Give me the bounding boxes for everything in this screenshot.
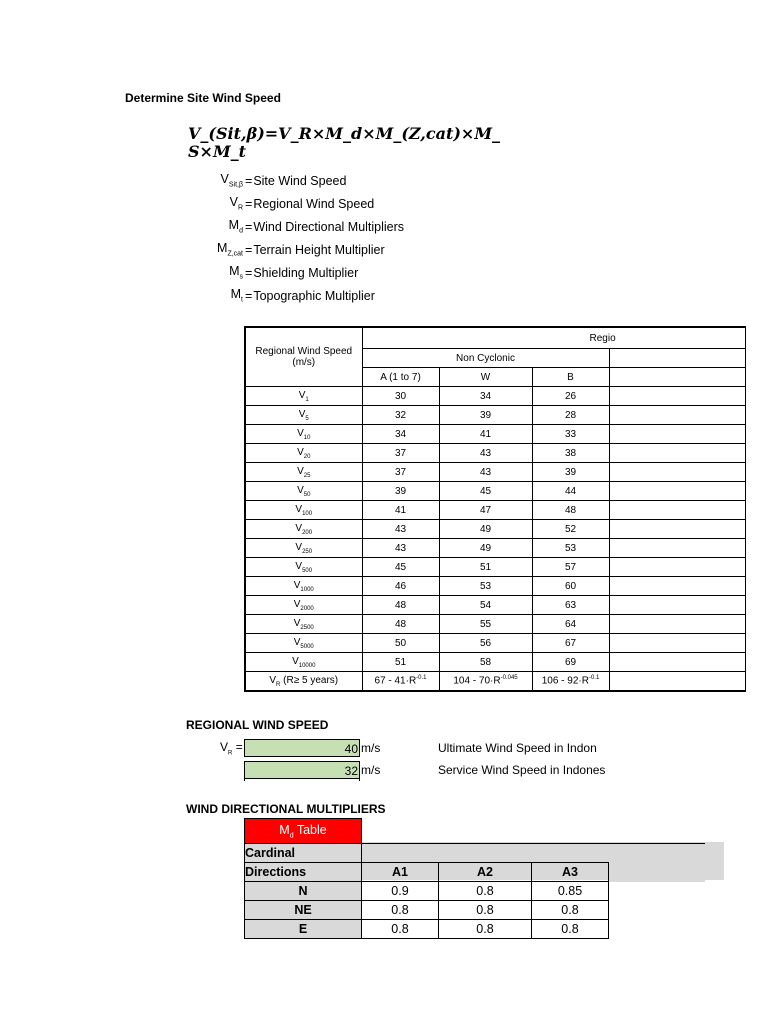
page-title: Determine Site Wind Speed xyxy=(125,91,281,105)
wind-speed-cell: 54 xyxy=(439,596,532,615)
table-row xyxy=(245,920,705,939)
multiplier-cell-empty xyxy=(609,882,705,901)
service-description: Service Wind Speed in Indones xyxy=(438,763,606,777)
return-period-label: $V_{2500}$ xyxy=(245,615,362,634)
variable-description: Shielding Multiplier xyxy=(253,266,359,280)
table-row xyxy=(245,463,745,482)
table-row xyxy=(245,406,745,425)
variable-description: Wind Directional Multipliers xyxy=(253,220,405,234)
wind-speed-cell: 37 xyxy=(362,444,439,463)
return-period-label: $V_{500}$ xyxy=(245,558,362,577)
return-period-label: $V_5$ xyxy=(245,406,362,425)
variable-subscript: s xyxy=(239,273,243,280)
wind-speed-cell: 41 xyxy=(362,501,439,520)
return-period-label: $V_{250}$ xyxy=(245,539,362,558)
return-period-label: $V_{5000}$ xyxy=(245,634,362,653)
regional-wind-speed-table-container xyxy=(244,326,616,696)
table-row xyxy=(245,653,745,672)
return-period-label: $V_{200}$ xyxy=(245,520,362,539)
wind-speed-cell: 48 xyxy=(362,596,439,615)
variable-symbol xyxy=(195,287,243,304)
wind-speed-cell: 46 xyxy=(362,577,439,596)
formula-line-2: S×M_t xyxy=(188,142,247,161)
variable-equals: = xyxy=(245,243,253,257)
wind-speed-cell: 50 xyxy=(362,634,439,653)
multiplier-cell[interactable]: 0.8 xyxy=(362,901,439,920)
variable-subscript: R xyxy=(237,204,243,211)
cardinal-spacer xyxy=(362,844,705,863)
wind-speed-cell: 56 xyxy=(439,634,532,653)
variable-equals: = xyxy=(245,197,253,211)
wind-speed-cell: 33 xyxy=(532,425,609,444)
variable-symbol xyxy=(195,264,243,281)
wind-speed-cell: 28 xyxy=(532,406,609,425)
md-table-title xyxy=(245,819,362,844)
variable-equals: = xyxy=(245,289,253,303)
wind-speed-cell-empty xyxy=(609,558,745,577)
wind-speed-cell-empty xyxy=(609,444,745,463)
md-table xyxy=(244,818,705,939)
wind-speed-cell-empty xyxy=(609,482,745,501)
variable-row xyxy=(195,168,346,188)
formula-cell-empty xyxy=(609,672,745,692)
wind-speed-cell: 43 xyxy=(362,539,439,558)
multiplier-cell[interactable]: 0.9 xyxy=(362,882,439,901)
wind-speed-cell: 45 xyxy=(439,482,532,501)
wind-speed-cell-empty xyxy=(609,615,745,634)
variable-letter: M xyxy=(217,240,228,255)
table-row xyxy=(245,425,745,444)
directional-multipliers-title: WIND DIRECTIONAL MULTIPLIERS xyxy=(186,802,386,816)
md-header-spacer xyxy=(609,863,705,882)
vr-box-tail xyxy=(244,779,360,781)
wind-speed-cell: 51 xyxy=(439,558,532,577)
variable-letter: M xyxy=(229,263,240,278)
return-period-label: $V_1$ xyxy=(245,387,362,406)
wind-table-region-header: Regio xyxy=(362,327,745,349)
directions-label: Directions xyxy=(245,863,362,882)
vr-subscript: R xyxy=(228,750,233,757)
variable-symbol xyxy=(195,241,243,258)
wind-speed-cell: 52 xyxy=(532,520,609,539)
wind-speed-cell: 49 xyxy=(439,520,532,539)
variable-row xyxy=(195,214,404,234)
wind-table-column-header: A (1 to 7) xyxy=(362,368,439,387)
table-row xyxy=(245,901,705,920)
return-period-label: $V_{100}$ xyxy=(245,501,362,520)
table-row xyxy=(245,634,745,653)
variable-equals: = xyxy=(245,220,253,234)
wind-table-main-header: Regional Wind Speed (m/s) xyxy=(245,327,362,387)
wind-speed-cell-empty xyxy=(609,406,745,425)
wind-speed-cell: 47 xyxy=(439,501,532,520)
return-period-label: $V_{1000}$ xyxy=(245,577,362,596)
direction-label: E xyxy=(245,920,362,939)
service-unit: m/s xyxy=(361,763,381,777)
wind-speed-cell: 39 xyxy=(532,463,609,482)
wind-speed-cell: 63 xyxy=(532,596,609,615)
direction-label: NE xyxy=(245,901,362,920)
md-column-header: A2 xyxy=(439,863,532,882)
wind-speed-cell-empty xyxy=(609,653,745,672)
wind-speed-cell: 26 xyxy=(532,387,609,406)
variable-subscript: Sit,β xyxy=(228,181,243,188)
wind-speed-cell-empty xyxy=(609,520,745,539)
wind-speed-cell: 39 xyxy=(439,406,532,425)
multiplier-cell[interactable]: 0.8 xyxy=(439,920,532,939)
wind-speed-cell: 55 xyxy=(439,615,532,634)
ultimate-unit: m/s xyxy=(361,741,381,755)
wind-speed-cell: 37 xyxy=(362,463,439,482)
non-cyclonic-header: Non Cyclonic xyxy=(362,349,609,368)
md-table-container xyxy=(244,818,610,942)
regional-wind-speed-title: REGIONAL WIND SPEED xyxy=(186,718,329,732)
table-row xyxy=(245,520,745,539)
variable-subscript: d xyxy=(239,227,243,234)
wind-speed-cell: 67 xyxy=(532,634,609,653)
md-column-header: A1 xyxy=(362,863,439,882)
return-period-label: $V_{10000}$ xyxy=(245,653,362,672)
wind-speed-cell: 53 xyxy=(532,539,609,558)
wind-speed-cell: 41 xyxy=(439,425,532,444)
wind-table-column-header: B xyxy=(532,368,609,387)
variable-symbol xyxy=(195,218,243,235)
variable-row xyxy=(195,237,385,257)
formula-line-1: V_(Sit,β)=V_R×M_d×M_(Z,cat)×M_ xyxy=(188,124,501,143)
variable-row xyxy=(195,191,374,211)
wind-table-column-header: W xyxy=(439,368,532,387)
multiplier-cell-empty xyxy=(609,920,705,939)
formula-cell: $106 - 92\cdot R^{-0.1}$ xyxy=(532,672,609,692)
multiplier-cell[interactable]: 0.8 xyxy=(362,920,439,939)
variable-description: Regional Wind Speed xyxy=(253,197,375,211)
wind-speed-cell: 34 xyxy=(439,387,532,406)
wind-speed-cell: 34 xyxy=(362,425,439,444)
variable-symbol xyxy=(195,195,243,212)
wind-speed-cell: 60 xyxy=(532,577,609,596)
wind-speed-cell: 51 xyxy=(362,653,439,672)
vr-symbol: V xyxy=(220,740,229,754)
wind-speed-cell: 30 xyxy=(362,387,439,406)
wind-table-column-header-empty xyxy=(609,368,745,387)
wind-speed-cell: 69 xyxy=(532,653,609,672)
wind-speed-cell: 32 xyxy=(362,406,439,425)
wind-speed-cell-empty xyxy=(609,425,745,444)
ultimate-wind-speed-input[interactable]: 40 xyxy=(244,739,360,757)
multiplier-cell[interactable]: 0.8 xyxy=(532,920,609,939)
variable-subscript: Z,cat xyxy=(227,250,243,257)
vr-label xyxy=(220,740,243,756)
wind-speed-cell: 49 xyxy=(439,539,532,558)
md-title-spacer xyxy=(362,819,705,844)
wind-speed-cell: 45 xyxy=(362,558,439,577)
variable-letter: V xyxy=(229,194,238,209)
multiplier-cell[interactable]: 0.8 xyxy=(439,882,532,901)
wind-speed-cell: 43 xyxy=(362,520,439,539)
variable-letter: M xyxy=(228,217,240,232)
table-row xyxy=(245,615,745,634)
multiplier-cell[interactable]: 0.8 xyxy=(439,901,532,920)
table-row xyxy=(245,482,745,501)
formula-cell: $104 - 70\cdot R^{-0.045}$ xyxy=(439,672,532,692)
service-wind-speed-input[interactable]: 32 xyxy=(244,761,360,779)
wind-speed-cell: 44 xyxy=(532,482,609,501)
wind-speed-cell: 39 xyxy=(362,482,439,501)
wind-speed-cell: 48 xyxy=(362,615,439,634)
formula-row xyxy=(245,672,745,692)
return-period-label: $V_{25}$ xyxy=(245,463,362,482)
variable-row xyxy=(195,283,375,303)
table-row xyxy=(245,539,745,558)
table-row xyxy=(245,444,745,463)
multiplier-cell[interactable]: 0.8 xyxy=(532,901,609,920)
variable-letter: M xyxy=(230,286,242,301)
regional-wind-speed-table xyxy=(244,326,746,692)
multiplier-cell[interactable]: 0.85 xyxy=(532,882,609,901)
variable-description: Topographic Multiplier xyxy=(253,289,375,303)
wind-speed-cell-empty xyxy=(609,463,745,482)
md-column-header: A3 xyxy=(532,863,609,882)
wind-speed-cell: 64 xyxy=(532,615,609,634)
variable-description: Terrain Height Multiplier xyxy=(253,243,385,257)
site-wind-formula xyxy=(188,125,500,161)
table-row xyxy=(245,882,705,901)
wind-speed-cell: 53 xyxy=(439,577,532,596)
wind-speed-cell: 48 xyxy=(532,501,609,520)
wind-speed-cell-empty xyxy=(609,634,745,653)
cardinal-label: Cardinal xyxy=(245,844,362,863)
vr-equals: = xyxy=(232,740,243,754)
return-period-label: $V_{2000}$ xyxy=(245,596,362,615)
ultimate-description: Ultimate Wind Speed in Indon xyxy=(438,741,597,755)
table-row xyxy=(245,577,745,596)
variable-description: Site Wind Speed xyxy=(253,174,347,188)
wind-speed-cell-empty xyxy=(609,501,745,520)
wind-speed-cell-empty xyxy=(609,596,745,615)
direction-label: N xyxy=(245,882,362,901)
return-period-label: $V_{20}$ xyxy=(245,444,362,463)
wind-speed-cell-empty xyxy=(609,577,745,596)
return-period-label: $V_{50}$ xyxy=(245,482,362,501)
variable-subscript: t xyxy=(241,296,243,303)
wind-speed-cell: 58 xyxy=(439,653,532,672)
wind-speed-cell: 38 xyxy=(532,444,609,463)
variable-letter: V xyxy=(220,171,229,186)
multiplier-cell-empty xyxy=(609,901,705,920)
wind-speed-cell: 43 xyxy=(439,444,532,463)
variable-equals: = xyxy=(245,266,253,280)
table-row xyxy=(245,596,745,615)
table-row xyxy=(245,387,745,406)
variable-equals: = xyxy=(245,174,253,188)
formula-row-label: $V_R$ (R≥ 5 years) xyxy=(245,672,362,692)
table-row xyxy=(245,501,745,520)
wind-table-empty-header xyxy=(609,349,745,368)
table-row xyxy=(245,558,745,577)
return-period-label: $V_{10}$ xyxy=(245,425,362,444)
variable-row xyxy=(195,260,358,280)
wind-speed-cell-empty xyxy=(609,387,745,406)
variable-symbol xyxy=(195,172,243,189)
formula-cell: $67 - 41\cdot R^{-0.1}$ xyxy=(362,672,439,692)
md-title-subscript: d xyxy=(289,832,294,840)
md-title-symbol: M xyxy=(279,822,290,837)
wind-speed-cell-empty xyxy=(609,539,745,558)
md-title-text: Table xyxy=(293,822,327,837)
wind-speed-cell: 57 xyxy=(532,558,609,577)
wind-speed-cell: 43 xyxy=(439,463,532,482)
